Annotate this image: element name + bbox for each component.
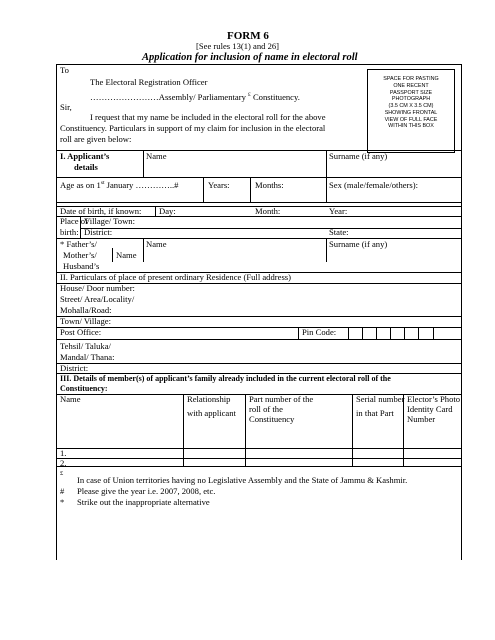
col-header-relationship: Relationship	[187, 394, 231, 404]
place-of-birth-label-2: birth:	[60, 227, 79, 237]
divider	[143, 238, 144, 262]
rule	[56, 339, 461, 340]
rule	[56, 466, 461, 467]
col-header-epic: Elector’s Photo	[407, 394, 461, 404]
divider	[245, 394, 246, 466]
section3-heading: III. Details of member(s) of applicant’s family already included in the current electoral roll of the	[60, 374, 391, 383]
frame-left	[56, 64, 57, 560]
rule	[56, 363, 461, 364]
dob-day-label: Day:	[159, 206, 176, 216]
divider	[80, 216, 81, 228]
relation-label-2: Mother’s/	[63, 250, 97, 260]
rule	[56, 238, 461, 239]
applicant-name-label: Name	[146, 151, 167, 161]
relation-label-3: Husband’s	[63, 261, 100, 271]
street-label-2: Mohalla/Road:	[60, 305, 112, 315]
rule	[80, 228, 461, 229]
section1-top-rule	[56, 150, 461, 151]
section3-heading-2: Constituency:	[60, 384, 108, 393]
footnote-3-text: Strike out the inappropriate alternative	[77, 497, 210, 507]
footnote-1-text: In case of Union territories having no Legislative Assembly and the State of Jammu & Kashmir.	[77, 475, 408, 485]
footnote-3-mark: *	[60, 497, 65, 507]
col-header-epic-3: Number	[407, 414, 436, 424]
dob-year-label: Year:	[329, 206, 348, 216]
rule	[56, 177, 461, 178]
photo-box-line: SHOWING FRONTAL	[384, 109, 438, 116]
birth-state-label: State:	[329, 227, 349, 237]
constituency-prefix: ……………………Assembly/ Parliamentary	[90, 92, 246, 102]
applicant-surname-field[interactable]	[329, 163, 459, 175]
age-sup: st	[100, 180, 105, 187]
divider	[112, 248, 113, 262]
applicant-surname-label: Surname (if any)	[329, 151, 388, 161]
section1-heading-2: details	[74, 162, 98, 172]
section2-heading: II. Particulars of place of present ordinary Residence (Full address)	[60, 272, 291, 282]
address-constituency	[90, 93, 300, 103]
divider	[403, 394, 404, 466]
footnote-1-mark: £	[60, 470, 64, 477]
residence-district-label: District:	[60, 363, 89, 373]
photo-box-text	[368, 70, 454, 130]
table-row-1-name-field[interactable]	[72, 449, 180, 457]
col-header-part-number-3: Constituency	[249, 414, 295, 424]
rule	[56, 316, 461, 317]
photo-box-line: ONE RECENT	[393, 82, 429, 89]
section1-heading: I. Applicant’s	[60, 151, 110, 161]
table-row-1-index: 1.	[60, 448, 67, 458]
photo-box-line: PASSPORT SIZE	[389, 89, 433, 96]
village-town-label: Village/ Town:	[84, 216, 135, 226]
age-suffix: January …………..#	[104, 180, 179, 190]
photo-box-line: VIEW OF FULL FACE	[384, 116, 438, 123]
form-title: FORM 6	[227, 30, 269, 42]
pound-footnote-mark: £	[248, 92, 251, 99]
pin-code-label: Pin Code:	[302, 327, 337, 337]
request-line-2: Constituency. Particulars in support of my claim for inclusion in the electoral	[60, 123, 326, 133]
rule	[56, 202, 461, 203]
photo-box-line: SPACE FOR PASTING	[383, 76, 439, 82]
photo-box-line: WITHIN THIS BOX	[388, 123, 434, 130]
divider	[203, 177, 204, 202]
pin-digit-4[interactable]	[390, 327, 405, 339]
tehsil-label: Tehsil/ Taluka/	[60, 341, 111, 351]
table-row-2-index: 2.	[60, 458, 67, 468]
relation-name-label: Name	[146, 239, 167, 249]
col-header-epic-2: Identity Card	[407, 404, 453, 414]
sex-label: Sex (male/female/others):	[329, 180, 419, 190]
divider	[143, 150, 144, 177]
divider	[183, 394, 184, 466]
divider	[80, 228, 81, 238]
table-row-2-name-field[interactable]	[72, 459, 180, 466]
divider	[326, 177, 327, 202]
address-to: To	[60, 65, 69, 75]
col-header-relationship-2: with applicant	[187, 408, 236, 418]
col-header-part-number-2: roll of the	[249, 404, 283, 414]
street-label: Street/ Area/Locality/	[60, 294, 135, 304]
footnote-2-text: Please give the year i.e. 2007, 2008, etc.	[77, 486, 216, 496]
months-label: Months:	[255, 180, 284, 190]
form-subtitle: Application for inclusion of name in electoral roll	[142, 52, 358, 63]
applicant-name-field[interactable]	[146, 163, 324, 175]
photo-box[interactable]	[367, 69, 455, 153]
request-line-3: roll are given below:	[60, 134, 132, 144]
pin-digit-5[interactable]	[404, 327, 419, 339]
salutation: Sir,	[60, 102, 72, 112]
request-line-1: I request that my name be included in the electoral roll for the above	[90, 112, 326, 122]
age-prefix: Age as on 1	[60, 180, 101, 190]
photo-box-line: (3.5 CM X 3.5 CM)	[388, 103, 434, 109]
dob-label: Date of birth, if known:	[60, 206, 142, 216]
divider	[326, 238, 327, 262]
tehsil-label-2: Mandal/ Thana:	[60, 352, 115, 362]
relation-inner-name: Name	[116, 250, 137, 260]
age-label	[60, 181, 178, 191]
house-number-label: House/ Door number:	[60, 283, 135, 293]
col-header-part-number: Part number of the	[249, 394, 314, 404]
col-header-name: Name	[60, 394, 81, 404]
frame-right	[461, 64, 462, 560]
divider	[155, 206, 156, 216]
post-office-label: Post Office:	[60, 327, 102, 337]
dob-month-label: Month:	[255, 206, 281, 216]
birth-district-label: District:	[84, 227, 113, 237]
relation-surname-label: Surname (if any)	[329, 239, 388, 249]
place-of-birth-label: Place of	[60, 216, 88, 226]
divider	[298, 327, 299, 339]
pin-digit-2[interactable]	[362, 327, 377, 339]
pin-digit-1[interactable]	[348, 327, 363, 339]
years-label: Years:	[208, 180, 230, 190]
address-officer: The Electoral Registration Officer	[90, 77, 208, 87]
town-village-label: Town/ Village:	[60, 316, 111, 326]
pin-digit-6[interactable]	[418, 327, 434, 339]
relation-label: * Father’s/	[60, 239, 97, 249]
pin-digit-3[interactable]	[376, 327, 391, 339]
frame-top	[56, 64, 461, 65]
col-header-serial-2: in that Part	[356, 408, 394, 418]
divider	[352, 394, 353, 466]
rules-reference: [See rules 13(1) and 26]	[196, 41, 280, 51]
photo-box-line: PHOTOGRAPH	[391, 96, 431, 103]
col-header-serial: Serial number	[356, 394, 405, 404]
divider	[250, 177, 251, 202]
constituency-suffix: Constituency.	[252, 92, 300, 102]
divider	[326, 150, 327, 177]
footnote-2-mark: #	[60, 486, 65, 496]
